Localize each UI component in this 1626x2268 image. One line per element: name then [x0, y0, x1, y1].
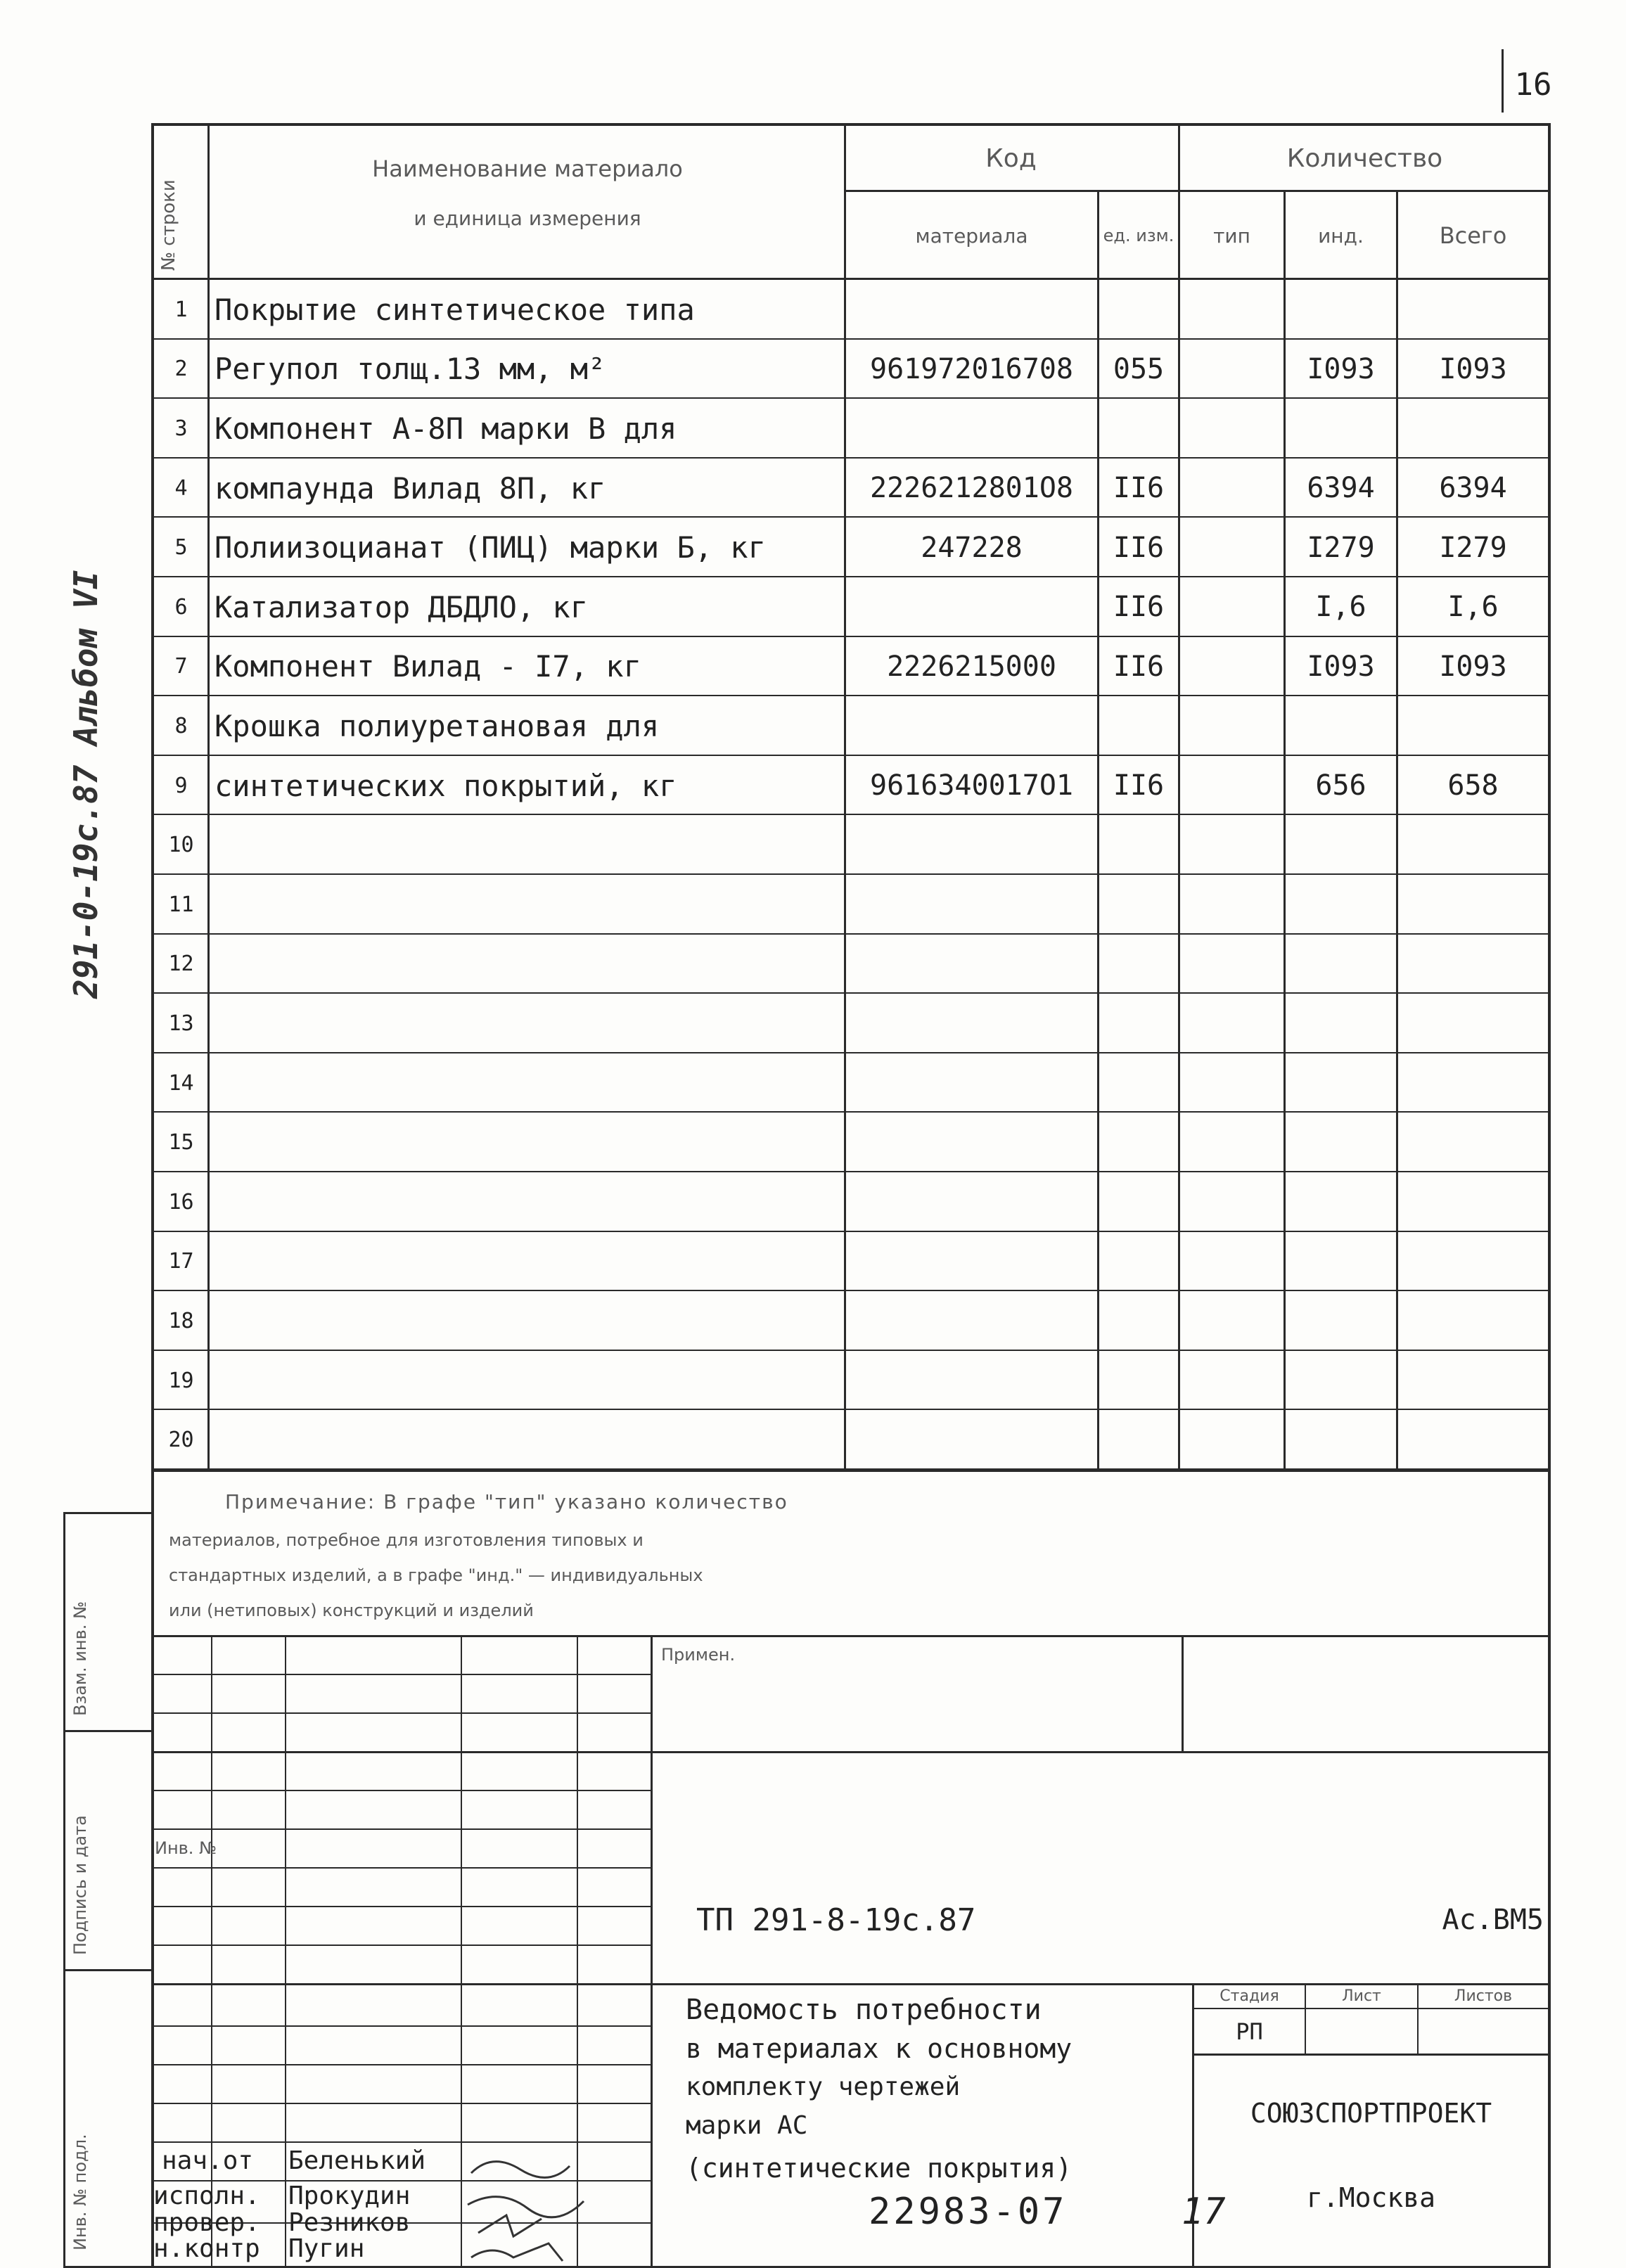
row-name: Компонент Вилад - I7, кг: [215, 649, 641, 684]
row-name: синтетических покрытий, кг: [215, 768, 677, 803]
row-unit: 055: [1113, 352, 1165, 385]
row-number: 5: [174, 535, 188, 560]
note-line-2: материалов, потребное для изготовления типовых и: [169, 1530, 644, 1550]
row-code: [846, 1172, 1097, 1232]
name-2: Резников: [288, 2208, 411, 2236]
row-ind: [1286, 1172, 1396, 1232]
note-line-3: стандартных изделий, а в графе "инд." — индивидуальных: [169, 1565, 703, 1585]
col-qty-total-header: Всего: [1439, 222, 1507, 249]
row-number: 7: [174, 654, 188, 679]
row-name: Компонент А-8П марки В для: [215, 411, 677, 446]
signature-strokes: [464, 2145, 598, 2264]
row-name: [215, 994, 844, 1053]
stage-label: Стадия: [1220, 1987, 1279, 2005]
row-name: Крошка полиуретановая для: [215, 708, 660, 743]
row-code: [846, 577, 1097, 637]
stamp-primenen: Примен.: [661, 1644, 736, 1665]
row-total: I093: [1439, 650, 1507, 683]
row-code: [846, 875, 1097, 935]
col-code-unit-header: ед. изм.: [1103, 226, 1174, 245]
row-number: 1: [174, 297, 188, 322]
footer-stamp: 22983-07: [869, 2191, 1068, 2233]
row-total: [1398, 399, 1548, 459]
row-number: 2: [174, 357, 188, 382]
row-tip: [1180, 1172, 1283, 1232]
row-code: [846, 1410, 1097, 1470]
row-total: [1398, 1113, 1548, 1172]
row-name: [215, 935, 844, 994]
col-code-material-header: материала: [915, 224, 1028, 248]
row-total: [1398, 1291, 1548, 1351]
doc-code: ТП 291-8-19с.87: [696, 1902, 976, 1938]
row-tip: [1180, 637, 1283, 697]
side-note: 291-0-19с.87 Альбом VI: [67, 570, 105, 999]
row-number: 10: [168, 833, 194, 858]
row-code: [846, 815, 1097, 875]
name-0: Беленький: [288, 2146, 426, 2175]
row-code: [846, 280, 1097, 340]
row-ind: I,6: [1315, 591, 1366, 624]
row-number: 16: [168, 1189, 194, 1215]
row-number: 15: [168, 1130, 194, 1155]
row-tip: [1180, 696, 1283, 756]
row-total: 658: [1447, 769, 1499, 802]
row-unit: [1099, 1232, 1178, 1292]
row-ind: [1286, 875, 1396, 935]
row-ind: I279: [1307, 531, 1375, 564]
row-unit: [1099, 1351, 1178, 1411]
row-code: 2226215000: [887, 650, 1056, 683]
col-name-header-1: Наименование материало: [372, 155, 683, 182]
row-tip: [1180, 518, 1283, 577]
row-ind: [1286, 815, 1396, 875]
row-tip: [1180, 1232, 1283, 1292]
doc-title-5: (синтетические покрытия): [686, 2152, 1073, 2184]
row-name: [215, 1351, 844, 1411]
row-ind: 6394: [1307, 472, 1375, 505]
row-code: [846, 1351, 1097, 1411]
row-name: [215, 1291, 844, 1351]
row-name: [215, 1410, 844, 1470]
row-code: [846, 1053, 1097, 1113]
row-code: 2226212801О8: [870, 472, 1073, 505]
role-3: н.контр: [153, 2234, 260, 2263]
row-number: 3: [174, 416, 188, 441]
doc-title-3: комплекту чертежей: [686, 2072, 961, 2101]
col-name-header-2: и единица измерения: [414, 206, 641, 230]
row-code: [846, 1113, 1097, 1172]
row-code: [846, 1232, 1097, 1292]
row-name: [215, 1053, 844, 1113]
row-ind: [1286, 1232, 1396, 1292]
row-number: 11: [168, 892, 194, 917]
row-unit: [1099, 1053, 1178, 1113]
col-code-header: Код: [985, 143, 1037, 173]
row-code: 961972016708: [870, 352, 1073, 385]
row-name: [215, 1172, 844, 1232]
row-number: 9: [174, 773, 188, 798]
row-number: 20: [168, 1428, 194, 1453]
note-line-1: Примечание: В графе "тип" указано количество: [225, 1489, 788, 1513]
row-number: 19: [168, 1368, 194, 1393]
stamp-label-vzam: Взам. инв. №: [70, 1601, 90, 1716]
footer-page: 17: [1182, 2191, 1226, 2233]
row-ind: 656: [1315, 769, 1366, 802]
row-total: [1398, 994, 1548, 1053]
row-number: 18: [168, 1308, 194, 1333]
col-qty-ind-header: инд.: [1318, 224, 1364, 248]
note-line-4: или (нетиповых) конструкций и изделий: [169, 1601, 534, 1620]
row-tip: [1180, 1291, 1283, 1351]
row-total: [1398, 875, 1548, 935]
row-name: [215, 1113, 844, 1172]
row-unit: [1099, 280, 1178, 340]
role-1: исполн.: [153, 2181, 260, 2210]
row-unit: [1099, 875, 1178, 935]
row-unit: [1099, 1410, 1178, 1470]
row-ind: [1286, 280, 1396, 340]
row-code: [846, 935, 1097, 994]
row-name: [215, 815, 844, 875]
row-total: [1398, 1410, 1548, 1470]
row-total: [1398, 1232, 1548, 1292]
row-ind: [1286, 935, 1396, 994]
row-name: [215, 875, 844, 935]
row-total: [1398, 696, 1548, 756]
row-tip: [1180, 280, 1283, 340]
row-ind: I093: [1307, 650, 1375, 683]
role-2: провер.: [153, 2208, 260, 2236]
row-tip: [1180, 994, 1283, 1053]
row-unit: II6: [1113, 531, 1165, 564]
row-unit: [1099, 815, 1178, 875]
row-tip: [1180, 577, 1283, 637]
org-name: СОЮЗСПОРТПРОЕКТ: [1250, 2098, 1492, 2129]
row-number: 6: [174, 594, 188, 620]
row-number: 4: [174, 475, 188, 501]
row-number: 17: [168, 1249, 194, 1274]
row-ind: [1286, 696, 1396, 756]
row-tip: [1180, 1113, 1283, 1172]
row-code: 9616340017О1: [870, 769, 1073, 802]
row-unit: [1099, 1113, 1178, 1172]
row-number: 8: [174, 713, 188, 738]
doc-title-1: Ведомость потребности: [686, 1993, 1042, 2026]
col-row-header: № строки: [158, 179, 179, 271]
row-code: [846, 1291, 1097, 1351]
row-unit: [1099, 1172, 1178, 1232]
row-unit: II6: [1113, 650, 1165, 683]
row-tip: [1180, 399, 1283, 459]
col-qty-tip-header: тип: [1213, 224, 1250, 248]
row-name: компаунда Вилад 8П, кг: [215, 470, 606, 506]
row-tip: [1180, 875, 1283, 935]
row-total: [1398, 1172, 1548, 1232]
row-number: 12: [168, 952, 194, 977]
row-ind: [1286, 1113, 1396, 1172]
sheets-label: Листов: [1454, 1987, 1513, 2005]
row-total: [1398, 1053, 1548, 1113]
row-tip: [1180, 756, 1283, 816]
row-total: [1398, 280, 1548, 340]
row-ind: [1286, 1410, 1396, 1470]
stamp-label-inv: Инв. № подл.: [70, 2134, 90, 2250]
row-name: Полиизоцианат (ПИЦ) марки Б, кг: [215, 530, 766, 565]
row-tip: [1180, 340, 1283, 399]
row-unit: [1099, 935, 1178, 994]
row-unit: [1099, 399, 1178, 459]
row-unit: [1099, 1291, 1178, 1351]
stamp-label-podpis: Подпись и дата: [70, 1815, 90, 1955]
page-number: 16: [1514, 66, 1552, 103]
row-ind: [1286, 994, 1396, 1053]
sheet-label: Лист: [1342, 1987, 1381, 2005]
row-name: Катализатор ДБДЛО, кг: [215, 589, 589, 624]
row-unit: II6: [1113, 769, 1165, 802]
row-tip: [1180, 459, 1283, 518]
doc-title-2: в материалах к основному: [686, 2032, 1073, 2064]
name-3: Пугин: [288, 2234, 365, 2263]
col-qty-header: Количество: [1286, 143, 1443, 173]
row-unit: [1099, 696, 1178, 756]
row-tip: [1180, 1410, 1283, 1470]
row-tip: [1180, 815, 1283, 875]
row-ind: I093: [1307, 352, 1375, 385]
row-total: [1398, 815, 1548, 875]
row-number: 14: [168, 1070, 194, 1096]
row-unit: II6: [1113, 591, 1165, 624]
row-total: 6394: [1439, 472, 1507, 505]
row-name: Регупол толщ.13 мм, м²: [215, 352, 606, 387]
row-tip: [1180, 1351, 1283, 1411]
row-ind: [1286, 1053, 1396, 1113]
row-unit: II6: [1113, 472, 1165, 505]
row-ind: [1286, 399, 1396, 459]
row-total: I093: [1439, 352, 1507, 385]
name-1: Прокудин: [288, 2181, 411, 2210]
row-ind: [1286, 1291, 1396, 1351]
row-total: I,6: [1447, 591, 1499, 624]
row-tip: [1180, 1053, 1283, 1113]
row-total: [1398, 935, 1548, 994]
role-0: нач.от: [162, 2146, 254, 2175]
stamp-inv-no: Инв. №: [155, 1838, 217, 1858]
row-ind: [1286, 1351, 1396, 1411]
row-total: I279: [1439, 531, 1507, 564]
row-number: 13: [168, 1011, 194, 1036]
row-code: [846, 696, 1097, 756]
row-code: [846, 994, 1097, 1053]
org-city: г.Москва: [1306, 2182, 1436, 2213]
doc-mark: Ас.ВМ5: [1442, 1904, 1544, 1936]
row-tip: [1180, 935, 1283, 994]
doc-title-4: марки АС: [686, 2111, 808, 2140]
row-name: [215, 1232, 844, 1292]
row-code: [846, 399, 1097, 459]
row-code: 247228: [921, 531, 1023, 564]
row-name: Покрытие синтетическое типа: [215, 292, 695, 327]
row-total: [1398, 1351, 1548, 1411]
row-unit: [1099, 994, 1178, 1053]
stage-value: РП: [1236, 2018, 1263, 2045]
